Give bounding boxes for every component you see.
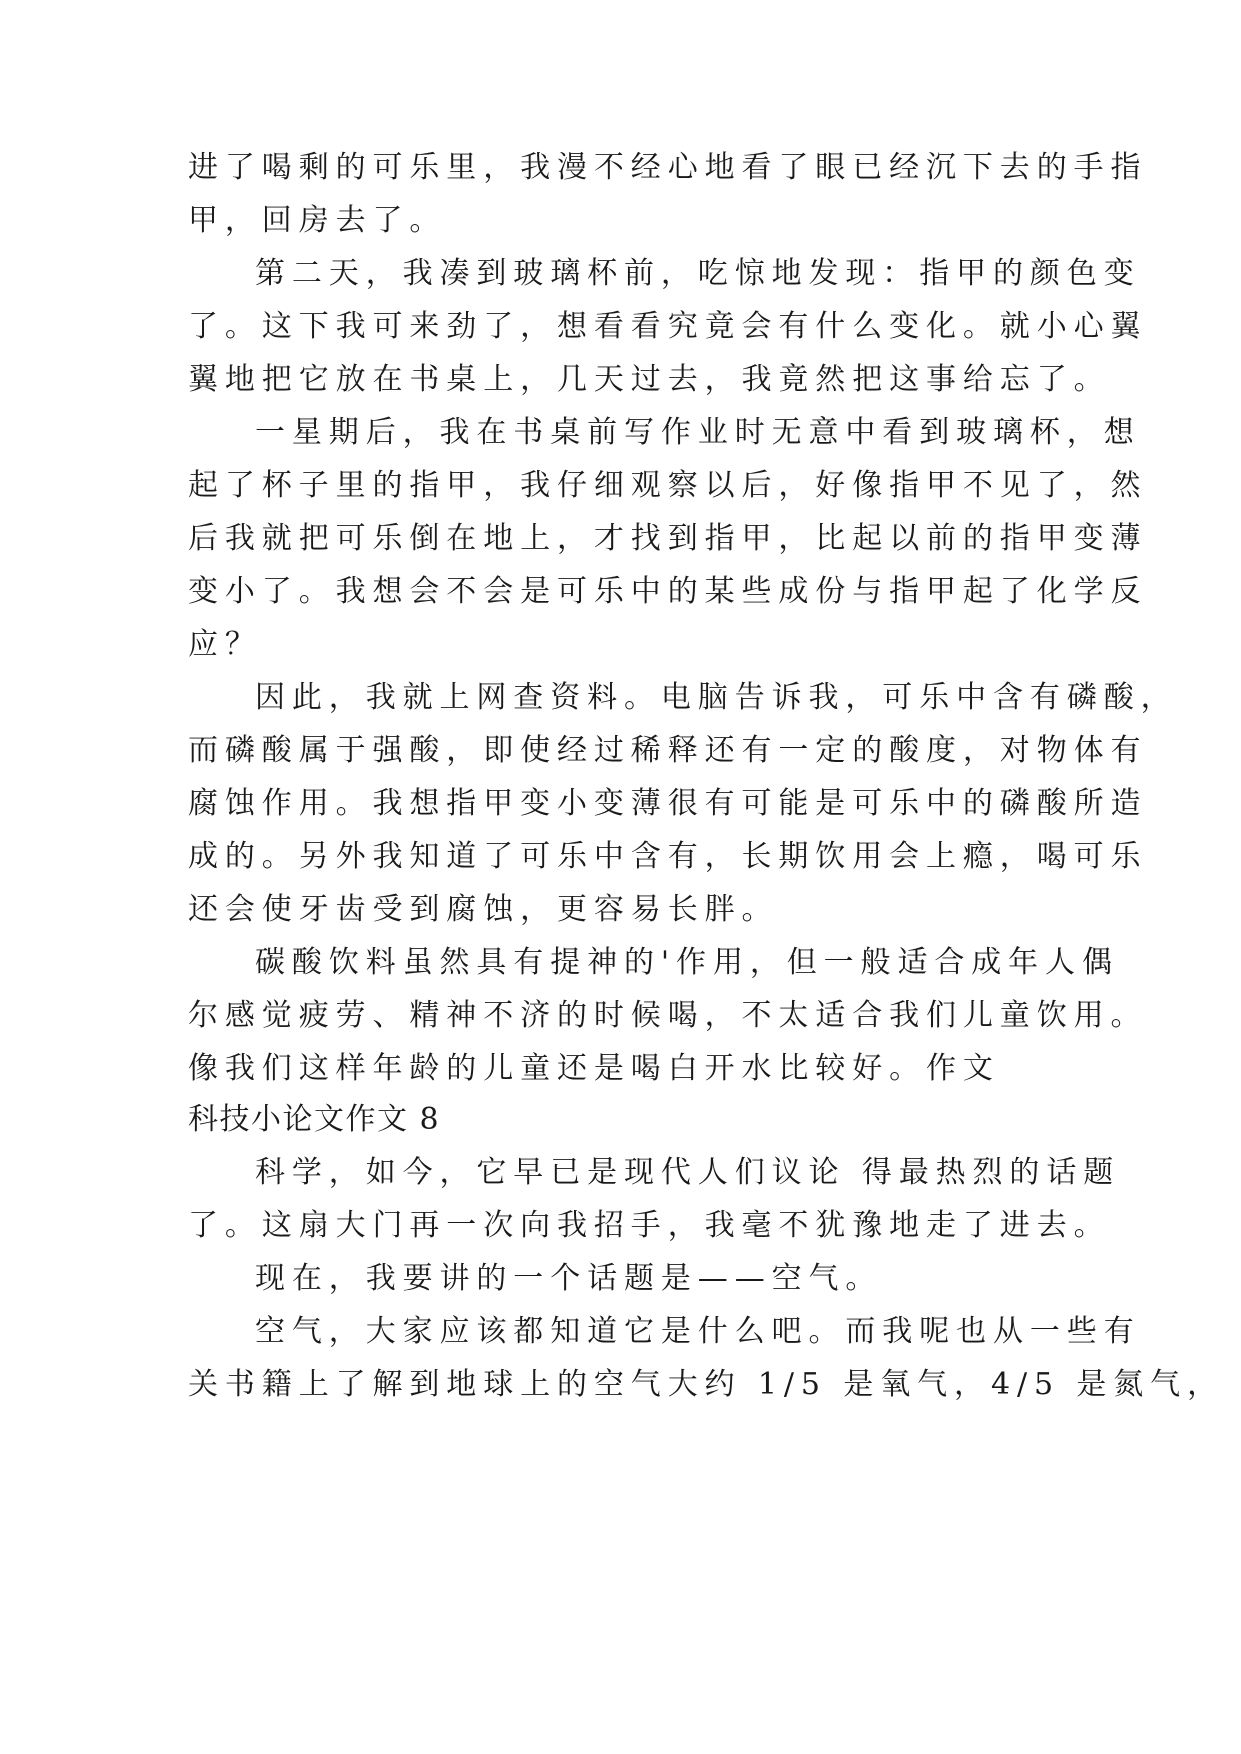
text-line: 关书籍上了解到地球上的空气大约 1/5 是氧气，4/5 是氮气， <box>188 1367 1224 1402</box>
text-line: 尔感觉疲劳、精神不济的时候喝，不太适合我们儿童饮用。 <box>188 998 1148 1033</box>
text-line: 像我们这样年龄的儿童还是喝白开水比较好。作文 <box>188 1051 1000 1086</box>
text-line: 起了杯子里的指甲，我仔细观察以后，好像指甲不见了，然 <box>188 468 1148 503</box>
text-line: 而磷酸属于强酸，即使经过稀释还有一定的酸度，对物体有 <box>188 733 1148 768</box>
text-line: 变小了。我想会不会是可乐中的某些成份与指甲起了化学反 <box>188 574 1148 609</box>
text-line: 甲，回房去了。 <box>188 203 447 238</box>
text-line: 后我就把可乐倒在地上，才找到指甲，比起以前的指甲变薄 <box>188 521 1148 556</box>
section-heading: 科技小论文作文 8 <box>188 1102 441 1137</box>
paragraph-start-line: 第二天，我凑到玻璃杯前，吃惊地发现：指甲的颜色变 <box>255 256 1141 291</box>
text-line: 还会使牙齿受到腐蚀，更容易长胖。 <box>188 892 779 927</box>
paragraph-start-line: 一星期后，我在书桌前写作业时无意中看到玻璃杯，想 <box>255 415 1141 450</box>
paragraph-start-line: 碳酸饮料虽然具有提神的'作用，但一般适合成年人偶 <box>255 945 1119 980</box>
paragraph-start-line: 科学，如今，它早已是现代人们议论 得最热烈的话题 <box>255 1155 1121 1190</box>
text-line: 进了喝剩的可乐里，我漫不经心地看了眼已经沉下去的手指 <box>188 150 1148 185</box>
text-line: 了。这扇大门再一次向我招手，我毫不犹豫地走了进去。 <box>188 1208 1111 1243</box>
text-line: 应？ <box>188 627 262 662</box>
paragraph-start-line: 现在，我要讲的一个话题是——空气。 <box>255 1261 883 1296</box>
paragraph-start-line: 因此，我就上网查资料。电脑告诉我，可乐中含有磷酸， <box>255 680 1178 715</box>
text-line: 翼地把它放在书桌上，几天过去，我竟然把这事给忘了。 <box>188 362 1111 397</box>
paragraph-start-line: 空气，大家应该都知道它是什么吧。而我呢也从一些有 <box>255 1314 1141 1349</box>
text-line: 成的。另外我知道了可乐中含有，长期饮用会上瘾，喝可乐 <box>188 839 1148 874</box>
text-line: 腐蚀作用。我想指甲变小变薄很有可能是可乐中的磷酸所造 <box>188 786 1148 821</box>
text-line: 了。这下我可来劲了，想看看究竟会有什么变化。就小心翼 <box>188 309 1148 344</box>
